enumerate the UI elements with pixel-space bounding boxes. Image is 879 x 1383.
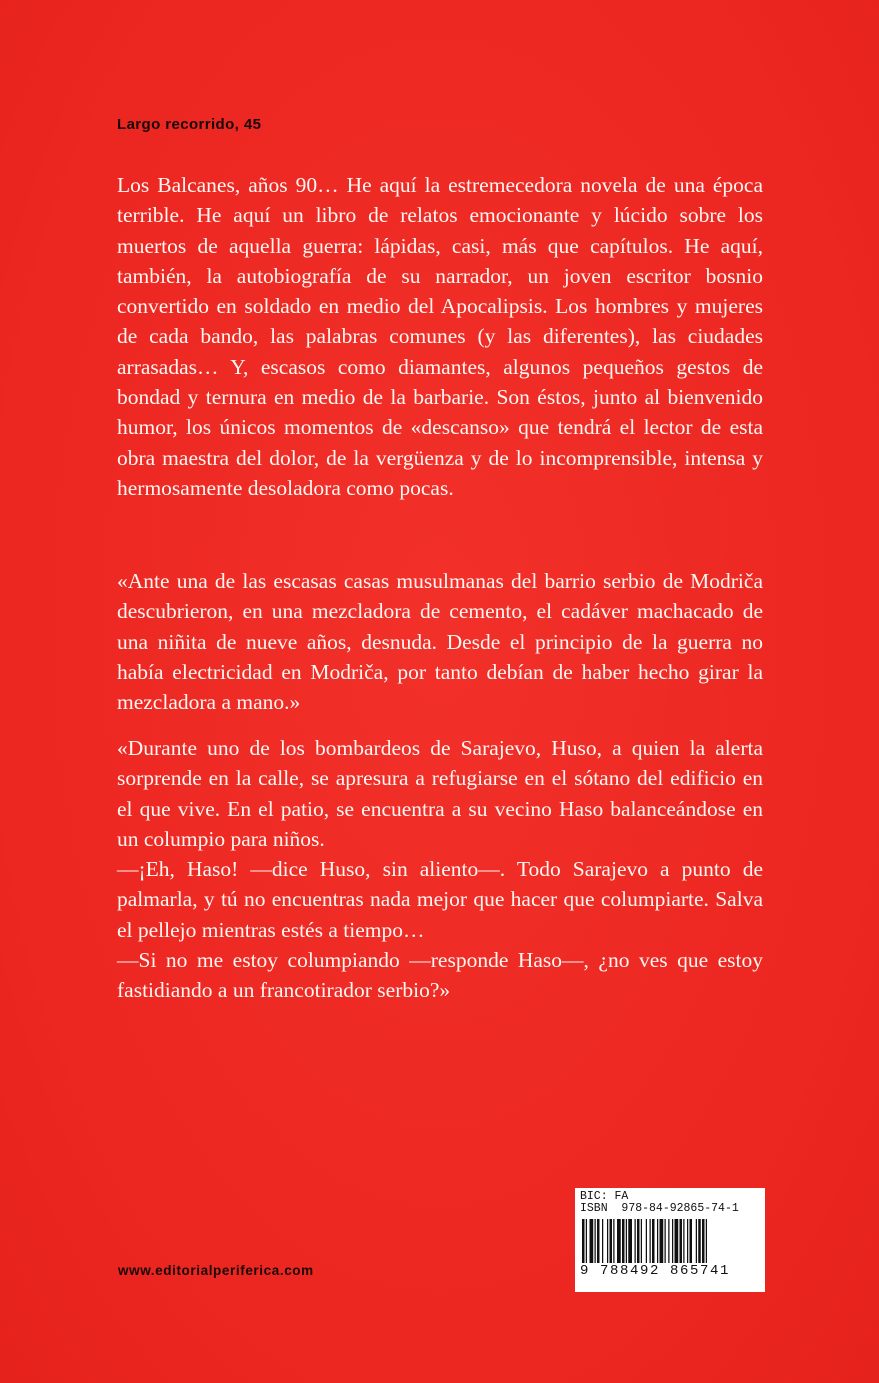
isbn-line — [580, 1203, 760, 1215]
quote-paragraph: «Ante una de las escasas casas musulmanas del barrio serbio de Modriča descubrieron, en una mezcladora de cemento, el cadáver machacado de una niñita de nueve años, desnuda. Desde el principio de la guerra no había electricidad en Modriča, por tanto debían de haber hecho girar la mezcladora a mano.» — [117, 569, 763, 715]
blurb-paragraph: Los Balcanes, años 90… He aquí la estremecedora novela de una época terrible. He aquí un libro de relatos emocionante y lúcido sobre los muertos de aquella guerra: lápidas, casi, más que capítulos. He aquí, también, la autobiografía de su narrador, un joven escritor bosnio convertido en soldado en medio del Apocalipsis. Los hombres y mujeres de cada bando, las palabras comunes (y las diferentes), las ciudades arrasadas… Y, escasos como diamantes, algunos pequeños gestos de bondad y ternura en medio de la barbarie. Son éstos, junto al bienvenido humor, los únicos momentos de «descanso» que tendrá el lector de esta obra maestra del dolor, de la vergüenza y de lo incomprensible, intensa y hermosamente desoladora como pocas. — [117, 173, 763, 500]
quote-dialogue-line: —¡Eh, Haso! —dice Huso, sin aliento—. Todo Sarajevo a punto de palmarla, y tú no encuentras nada mejor que hacer que columpiarte. Salva el pellejo mientras estés a tiempo… — [117, 857, 763, 942]
bic-code: BIC: FA — [580, 1190, 629, 1203]
quote-excerpt-1 — [117, 566, 763, 717]
quote-excerpt-2 — [117, 733, 763, 1006]
isbn-label: ISBN — [580, 1202, 608, 1215]
barcode-icon — [580, 1219, 760, 1263]
quote-paragraph: «Durante uno de los bombardeos de Sarajevo, Huso, a quien la alerta sorprende en la calle, se apresura a refugiarse en el sótano del edificio en el que vive. En el patio, se encuentra a su vecino Haso balanceándose en un columpio para niños. — [117, 736, 763, 851]
barcode-digits: 9 788492 865741 — [580, 1263, 731, 1279]
quote-dialogue-line: —Si no me estoy columpiando —responde Haso—, ¿no ves que estoy fastidiando a un francotirador serbio?» — [117, 948, 763, 1003]
barcode-box — [575, 1188, 765, 1292]
publisher-website: www.editorialperiferica.com — [118, 1263, 314, 1278]
series-label: Largo recorrido, 45 — [117, 116, 262, 133]
blurb-text — [117, 170, 763, 503]
isbn-number: 978-84-92865-74-1 — [621, 1202, 739, 1215]
